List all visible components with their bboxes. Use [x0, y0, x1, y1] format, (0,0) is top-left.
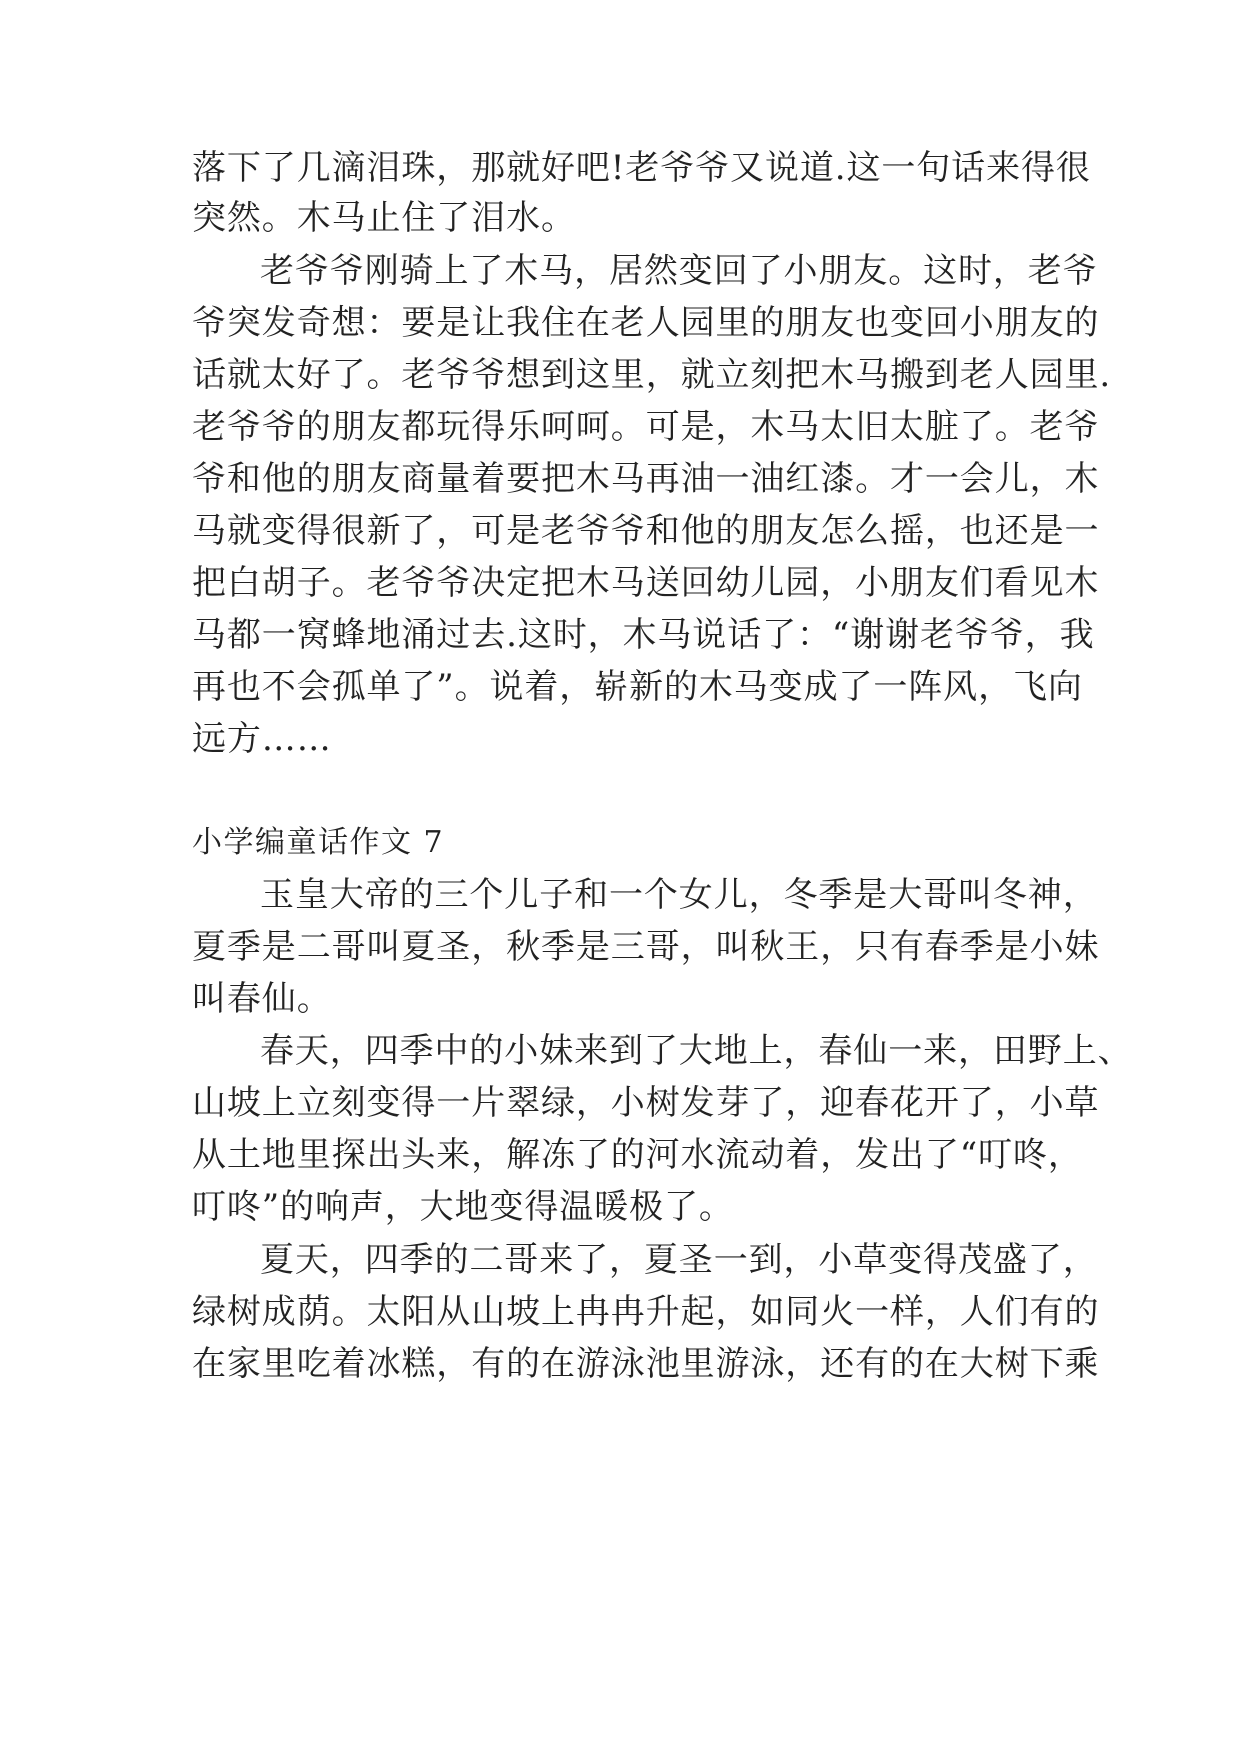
- paragraph-2-line-4: 老爷爷的朋友都玩得乐呵呵。可是，木马太旧太脏了。老爷: [192, 407, 1100, 447]
- paragraph-4-line-1: 春天，四季中的小妹来到了大地上，春仙一来，田野上、: [260, 1031, 1133, 1071]
- paragraph-3-line-3: 叫春仙。: [192, 979, 332, 1019]
- section-title: 小学编童话作文 7: [192, 825, 445, 860]
- paragraph-2-line-1: 老爷爷刚骑上了木马，居然变回了小朋友。这时，老爷: [260, 251, 1098, 291]
- paragraph-2-line-9: 再也不会孤单了”。说着，崭新的木马变成了一阵风，飞向: [192, 667, 1083, 707]
- paragraph-2-line-5: 爷和他的朋友商量着要把木马再油一油红漆。才一会儿，木: [192, 459, 1100, 499]
- paragraph-2-line-3: 话就太好了。老爷爷想到这里，就立刻把木马搬到老人园里.: [192, 355, 1112, 395]
- paragraph-2-line-2: 爷突发奇想：要是让我住在老人园里的朋友也变回小朋友的: [192, 303, 1100, 343]
- paragraph-2-line-10: 远方……: [192, 719, 332, 759]
- paragraph-2-line-8: 马都一窝蜂地涌过去.这时，木马说话了：“谢谢老爷爷，我: [192, 615, 1095, 655]
- paragraph-2-line-7: 把白胡子。老爷爷决定把木马送回幼儿园，小朋友们看见木: [192, 563, 1100, 603]
- paragraph-4-line-4: 叮咚”的响声，大地变得温暖极了。: [192, 1187, 734, 1227]
- paragraph-4-line-2: 山坡上立刻变得一片翠绿，小树发芽了，迎春花开了，小草: [192, 1083, 1100, 1123]
- paragraph-5-line-1: 夏天，四季的二哥来了，夏圣一到，小草变得茂盛了，: [260, 1240, 1098, 1280]
- paragraph-5-line-2: 绿树成荫。太阳从山坡上冉冉升起，如同火一样，人们有的: [192, 1292, 1100, 1332]
- paragraph-3-line-1: 玉皇大帝的三个儿子和一个女儿，冬季是大哥叫冬神，: [260, 875, 1098, 915]
- paragraph-1-line-1: 落下了几滴泪珠，那就好吧!老爷爷又说道.这一句话来得很: [192, 148, 1091, 188]
- paragraph-4-line-3: 从土地里探出头来，解冻了的河水流动着，发出了“叮咚，: [192, 1135, 1083, 1175]
- paragraph-1-line-2: 突然。木马止住了泪水。: [192, 198, 576, 238]
- paragraph-5-line-3: 在家里吃着冰糕，有的在游泳池里游泳，还有的在大树下乘: [192, 1344, 1100, 1384]
- paragraph-3-line-2: 夏季是二哥叫夏圣，秋季是三哥，叫秋王，只有春季是小妹: [192, 927, 1100, 967]
- paragraph-2-line-6: 马就变得很新了，可是老爷爷和他的朋友怎么摇，也还是一: [192, 511, 1100, 551]
